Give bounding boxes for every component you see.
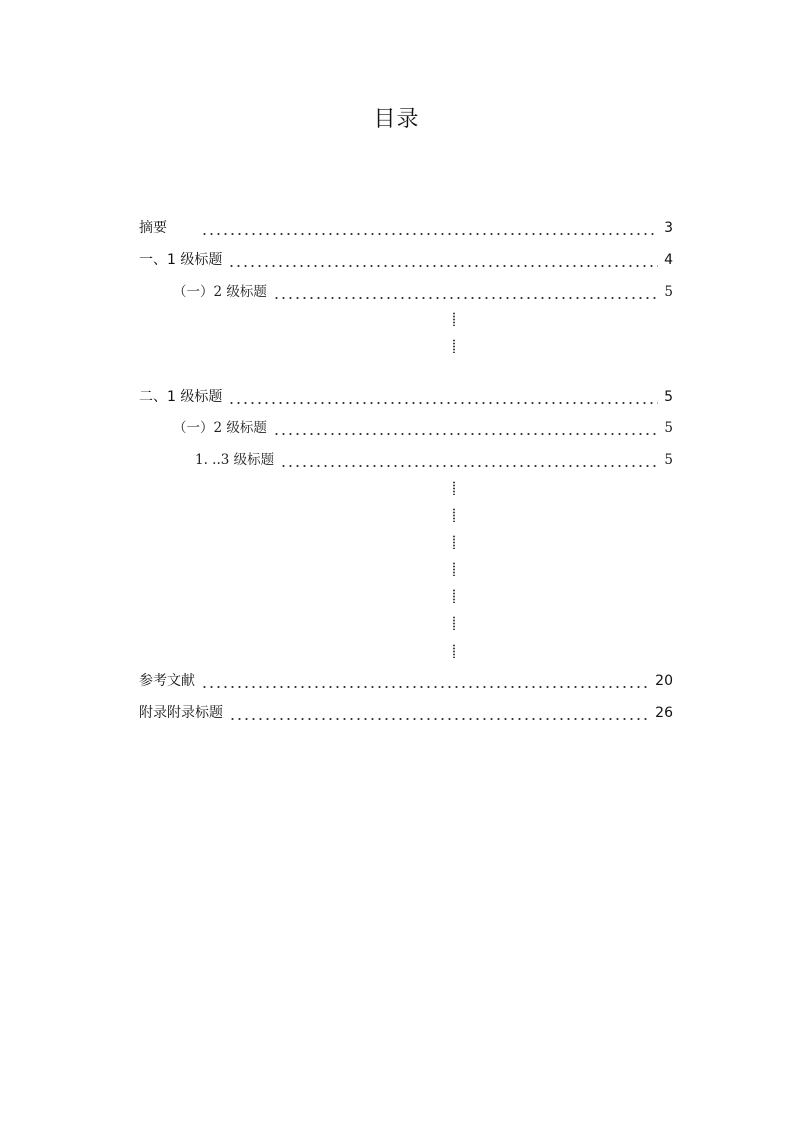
dot-leader (201, 217, 658, 239)
vertical-ellipsis-mark (452, 644, 456, 658)
toc-entry-references[interactable] (139, 670, 673, 692)
vertical-ellipsis-mark (452, 508, 456, 522)
vertical-ellipsis-mark (452, 616, 456, 630)
toc-entry-page: 26 (655, 705, 673, 721)
dot-leader (229, 702, 649, 724)
vertical-ellipsis-mark (452, 312, 456, 326)
toc-entry-page: 5 (664, 452, 673, 468)
vertical-ellipsis-mark (452, 339, 456, 353)
toc-entry-page: 20 (655, 673, 673, 689)
dot-leader (228, 386, 658, 408)
toc-entry-section-2-1[interactable] (173, 417, 673, 439)
dot-leader (228, 249, 658, 271)
dot-leader (280, 449, 658, 471)
toc-entry-label: （一）2 级标题 (173, 284, 267, 300)
toc-entry-label: 附录附录标题 (139, 705, 223, 721)
vertical-ellipsis-mark (452, 481, 456, 495)
toc-entry-chapter-2[interactable] (139, 386, 673, 408)
toc-entry-page: 5 (664, 389, 673, 405)
toc-entry-label: 一、1 级标题 (139, 252, 223, 268)
vertical-ellipsis-mark (452, 589, 456, 603)
toc-entry-appendix[interactable] (139, 702, 673, 724)
vertical-ellipsis-mark (452, 562, 456, 576)
toc-entry-label: 二、1 级标题 (139, 389, 223, 405)
toc-entry-abstract[interactable] (139, 217, 673, 239)
toc-entry-page: 3 (664, 220, 673, 236)
toc-entry-subsection-2-1-1[interactable] (195, 449, 673, 471)
toc-entry-label: 1. ..3 级标题 (195, 452, 275, 468)
toc-entry-label: 摘要 (139, 220, 167, 236)
toc-entry-page: 4 (664, 252, 673, 268)
toc-entry-page: 5 (664, 284, 673, 300)
toc-entry-page: 5 (664, 420, 673, 436)
dot-leader (201, 670, 649, 692)
dot-leader (273, 417, 659, 439)
toc-entry-chapter-1[interactable] (139, 249, 673, 271)
dot-leader (273, 281, 659, 303)
toc-entry-section-1-1[interactable] (173, 281, 673, 303)
vertical-ellipsis-mark (452, 535, 456, 549)
toc-entry-label: （一）2 级标题 (173, 420, 267, 436)
page-title: 目录 (373, 107, 420, 132)
toc-entry-label: 参考文献 (139, 673, 195, 689)
